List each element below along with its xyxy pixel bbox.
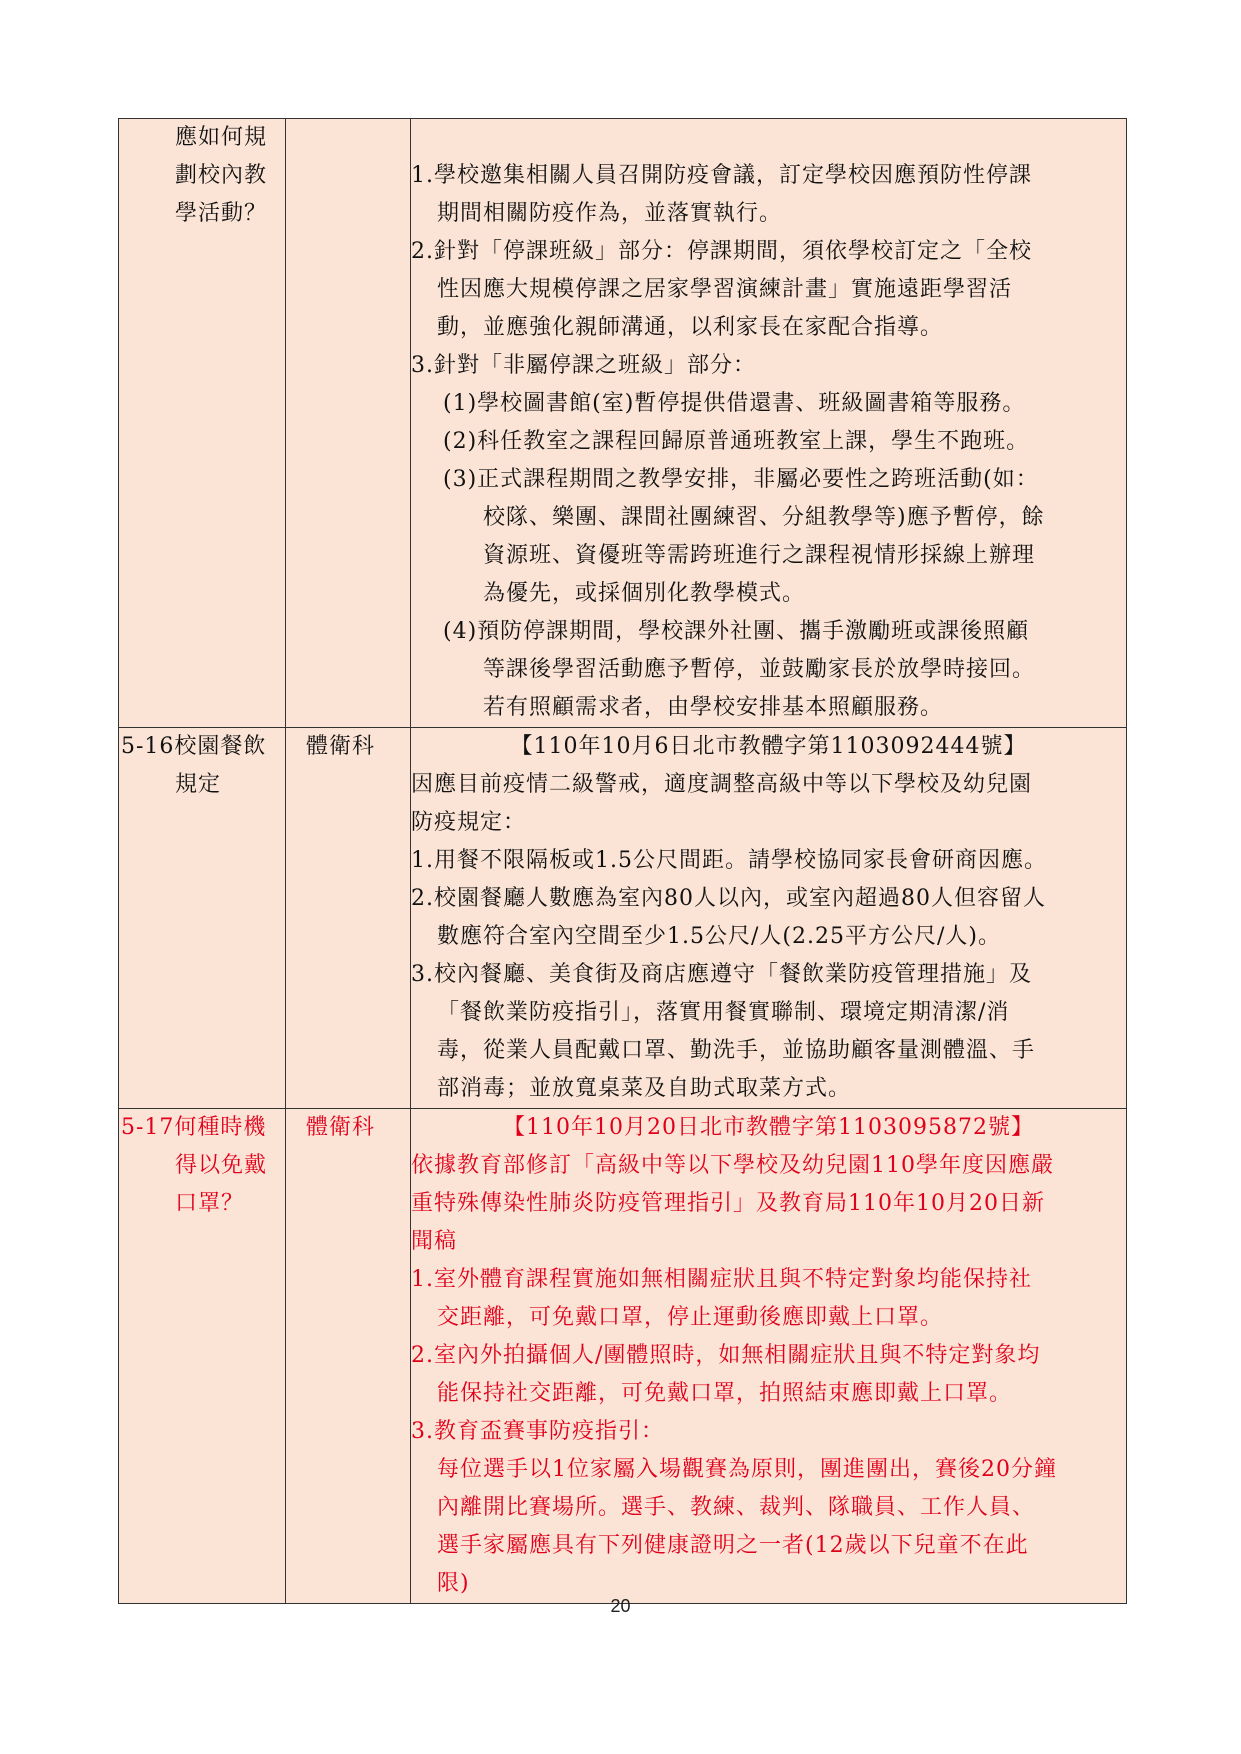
department-label: 體衛科 [306, 1115, 376, 1140]
document-reference: 【110年10月6日北市教體字第1103092444號】 [510, 734, 1027, 759]
topic-line: 劃校內教 [175, 163, 268, 188]
topic-cell [119, 728, 286, 1109]
content-line: (2)科任教室之課程回歸原普通班教室上課，學生不跑班。 [443, 429, 1030, 454]
content-line: 1.室外體育課程實施如無相關症狀且與不特定對象均能保持社 [411, 1267, 1032, 1292]
content-line: 交距離，可免戴口罩，停止運動後應即戴上口罩。 [437, 1305, 944, 1330]
content-line: 「餐飲業防疫指引」，落實用餐實聯制、環境定期清潔/消 [437, 1000, 1010, 1025]
topic-line: 5-17何種時機 [121, 1115, 267, 1140]
content-line: (3)正式課程期間之教學安排，非屬必要性之跨班活動(如： [443, 467, 1039, 492]
topic-line: 應如何規 [175, 125, 268, 150]
content-cell [411, 1109, 1127, 1604]
content-line: 依據教育部修訂「高級中等以下學校及幼兒園110學年度因應嚴 [411, 1153, 1054, 1178]
content-line: 3.教育盃賽事防疫指引： [411, 1419, 664, 1444]
content-line: 2.針對「停課班級」部分：停課期間，須依學校訂定之「全校 [411, 239, 1032, 264]
topic-line: 口罩？ [175, 1191, 245, 1216]
document-reference: 【110年10月20日北市教體字第1103095872號】 [503, 1115, 1034, 1140]
table-row [119, 119, 1127, 728]
content-cell [411, 119, 1127, 728]
content-line: 數應符合室內空間至少1.5公尺/人(2.25平方公尺/人)。 [437, 924, 1001, 949]
topic-line: 規定 [175, 772, 222, 797]
topic-line: 5-16校園餐飲 [121, 734, 267, 759]
content-line: 重特殊傳染性肺炎防疫管理指引」及教育局110年10月20日新 [411, 1191, 1045, 1216]
content-line: 因應目前疫情二級警戒，適度調整高級中等以下學校及幼兒園 [411, 772, 1033, 797]
content-line: 等課後學習活動應予暫停，並鼓勵家長於放學時接回。 [483, 657, 1036, 682]
content-line: (4)預防停課期間，學校課外社團、攜手激勵班或課後照顧 [443, 619, 1030, 644]
content-line: 選手家屬應具有下列健康證明之一者(12歲以下兒童不在此 [437, 1533, 1029, 1558]
content-line: 聞稿 [411, 1229, 458, 1254]
page-number: 20 [610, 1596, 631, 1616]
content-line: 每位選手以1位家屬入場觀賽為原則，團進團出，賽後20分鐘 [437, 1457, 1057, 1482]
content-line: 內離開比賽場所。選手、教練、裁判、隊職員、工作人員、 [437, 1495, 1036, 1520]
topic-line: 學活動？ [175, 201, 268, 226]
content-line: 期間相關防疫作為，並落實執行。 [437, 201, 783, 226]
content-line: 防疫規定： [411, 810, 527, 835]
content-line: 校隊、樂團、課間社團練習、分組教學等)應予暫停，餘 [483, 505, 1045, 530]
content-line: 動，並應強化親師溝通，以利家長在家配合指導。 [437, 315, 944, 340]
department-label: 體衛科 [306, 734, 376, 759]
content-cell [411, 728, 1127, 1109]
topic-cell [119, 1109, 286, 1604]
table-row [119, 728, 1127, 1109]
content-line: 2.校園餐廳人數應為室內80人以內，或室內超過80人但容留人 [411, 886, 1046, 911]
content-line [411, 119, 1126, 157]
content-line: 為優先，或採個別化教學模式。 [483, 581, 806, 606]
content-line: 資源班、資優班等需跨班進行之課程視情形採線上辦理 [483, 543, 1036, 568]
topic-line: 得以免戴 [175, 1153, 268, 1178]
department-cell [286, 119, 411, 728]
content-line: 毒，從業人員配戴口罩、勤洗手，並協助顧客量測體溫、手 [437, 1038, 1036, 1063]
content-line: 1.學校邀集相關人員召開防疫會議，訂定學校因應預防性停課 [411, 163, 1032, 188]
content-line: 若有照顧需求者，由學校安排基本照顧服務。 [483, 695, 944, 720]
content-line: 限) [437, 1571, 470, 1596]
content-line: 2.室內外拍攝個人/團體照時，如無相關症狀且與不特定對象均 [411, 1343, 1041, 1368]
table-row [119, 1109, 1127, 1604]
topic-cell [119, 119, 286, 728]
content-line: 性因應大規模停課之居家學習演練計畫」實施遠距學習活 [437, 277, 1013, 302]
content-line: (1)學校圖書館(室)暫停提供借還書、班級圖書箱等服務。 [443, 391, 1026, 416]
content-line: 3.針對「非屬停課之班級」部分： [411, 353, 756, 378]
document-table [118, 118, 1127, 1604]
content-line: 3.校內餐廳、美食街及商店應遵守「餐飲業防疫管理措施」及 [411, 962, 1032, 987]
content-line: 部消毒；並放寬桌菜及自助式取菜方式。 [437, 1076, 852, 1101]
content-line: 1.用餐不限隔板或1.5公尺間距。請學校協同家長會研商因應。 [411, 848, 1047, 873]
department-cell [286, 728, 411, 1109]
department-cell [286, 1109, 411, 1604]
content-line: 能保持社交距離，可免戴口罩，拍照結束應即戴上口罩。 [437, 1381, 1013, 1406]
